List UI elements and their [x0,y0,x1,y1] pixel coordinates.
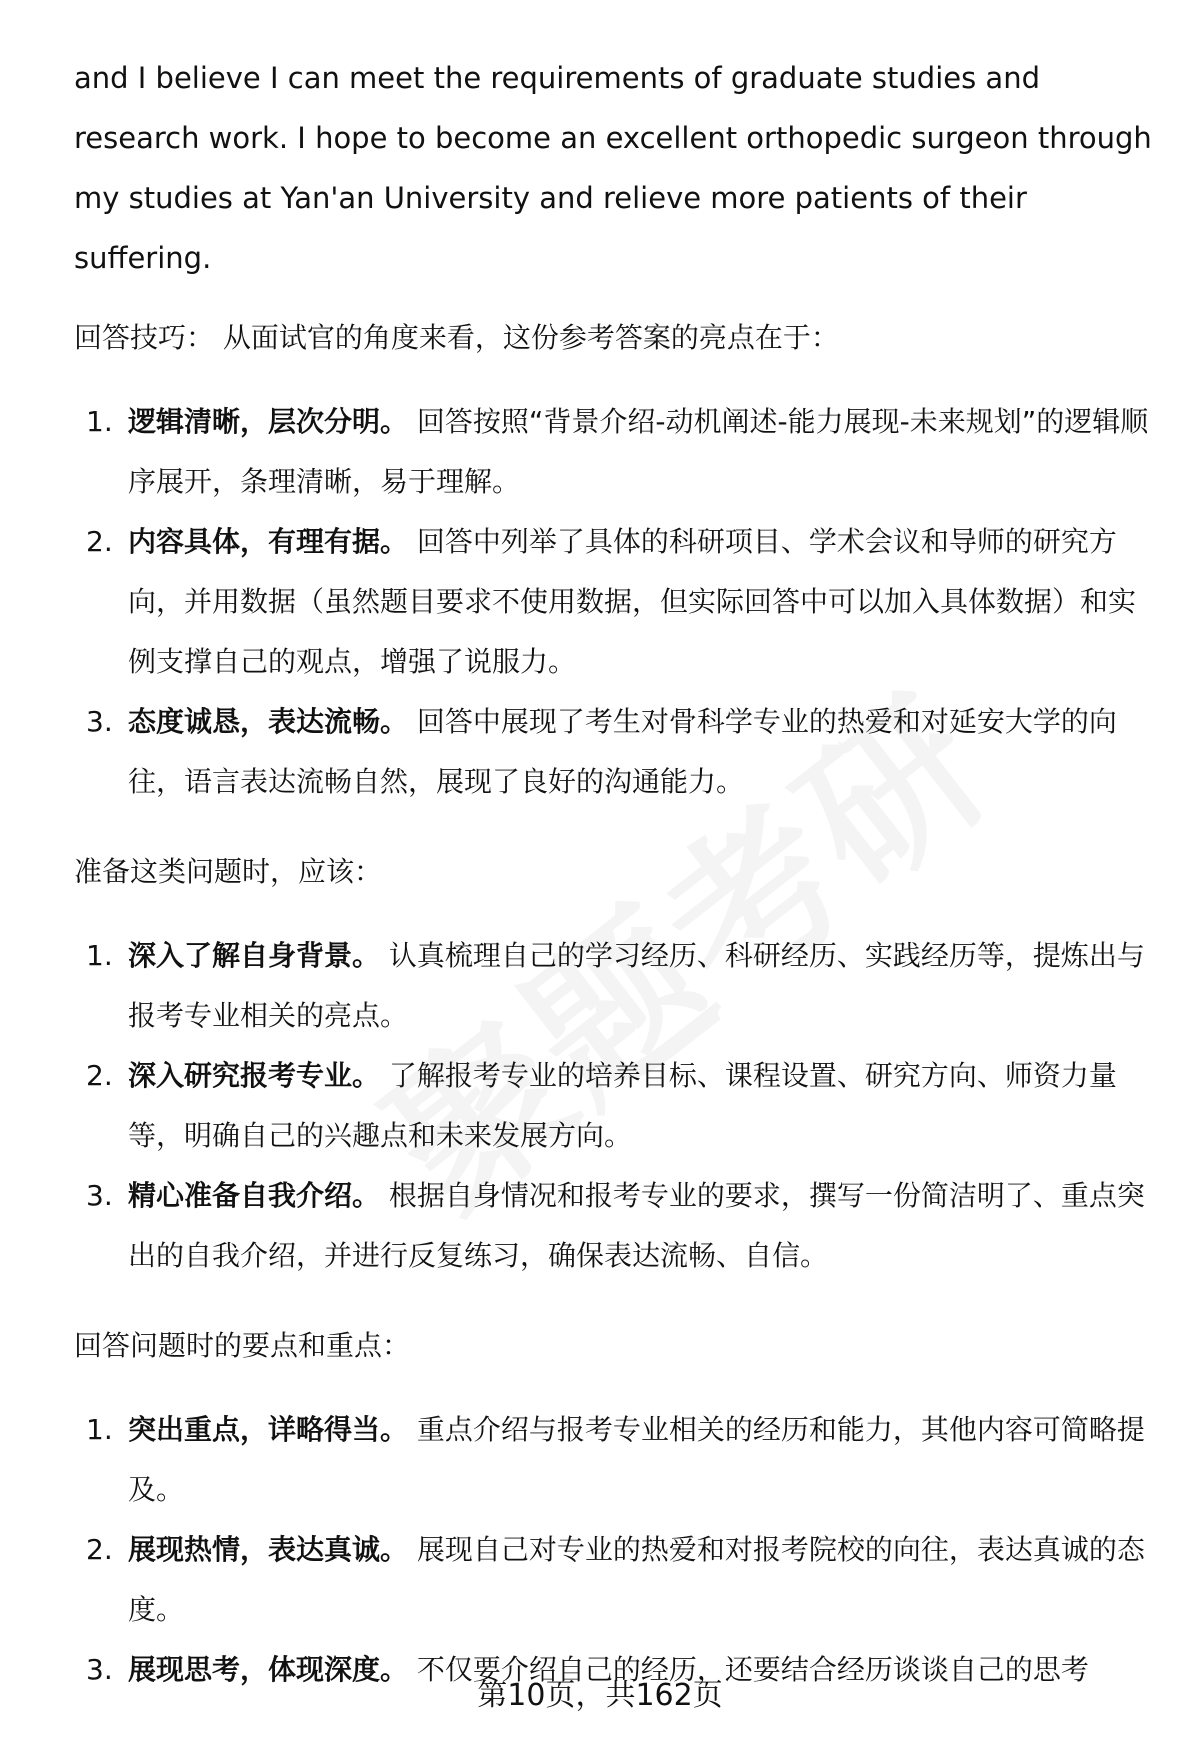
list-item-bold: 精心准备自我介绍。 [128,1179,381,1212]
list-number: 1. [86,405,113,438]
answer-tips-list [74,392,1160,812]
list-item [74,1520,1160,1640]
list-item [74,692,1160,812]
list-item-bold: 逻辑清晰，层次分明。 [128,405,409,438]
list-item-bold: 突出重点，详略得当。 [128,1413,409,1446]
list-item-bold: 深入研究报考专业。 [128,1059,381,1092]
list-item-text: 不仅要介绍自己的经历，还要结合经历谈谈自己的思考 [408,1653,1089,1686]
list-item-text: 根据自身情况和报考专业的要求，撰写一份简洁明了、重点突出的自我介绍，并进行反复练习，确保表达流畅、自信。 [128,1179,1145,1272]
list-number: 3. [86,1179,113,1212]
list-item-bold: 展现热情，表达真诚。 [128,1533,409,1566]
list-item [74,392,1160,512]
section-heading-answer-tips: 回答技巧： 从面试官的角度来看，这份参考答案的亮点在于： [74,321,839,354]
list-item-bold: 内容具体，有理有据。 [128,525,409,558]
list-item-text: 展现自己对专业的热爱和对报考院校的向往，表达真诚的态度。 [128,1533,1145,1626]
list-item-text: 认真梳理自己的学习经历、科研经历、实践经历等，提炼出与报考专业相关的亮点。 [128,939,1145,1032]
list-item [74,1166,1160,1286]
list-item-text: 重点介绍与报考专业相关的经历和能力，其他内容可简略提及。 [128,1413,1145,1506]
list-number: 3. [86,1653,113,1686]
list-item-text: 了解报考专业的培养目标、课程设置、研究方向、师资力量等，明确自己的兴趣点和未来发展方向。 [128,1059,1117,1152]
english-paragraph: and I believe I can meet the requirements of graduate studies and research work. I hope to become an excellent orthopedic surgeon through my studies at Yan'an University and relieve more patients of their suffering. [74,61,1152,275]
list-item-text: 回答中列举了具体的科研项目、学术会议和导师的研究方向，并用数据（虽然题目要求不使用数据，但实际回答中可以加入具体数据）和实例支撑自己的观点，增强了说服力。 [128,525,1137,678]
list-item [74,512,1160,692]
list-number: 1. [86,939,113,972]
list-item-bold: 深入了解自身背景。 [128,939,381,972]
section-heading-preparation: 准备这类问题时，应该： [74,855,383,888]
list-item [74,1046,1160,1166]
list-number: 1. [86,1413,113,1446]
list-item [74,926,1160,1046]
section-heading-key-points: 回答问题时的要点和重点： [74,1329,411,1362]
preparation-list [74,926,1160,1286]
list-item [74,1400,1160,1520]
list-item-text: 回答中展现了考生对骨科学专业的热爱和对延安大学的向往，语言表达流畅自然，展现了良好的沟通能力。 [128,705,1117,798]
list-number: 2. [86,1533,113,1566]
document-content [74,48,1160,1700]
key-points-list [74,1400,1160,1700]
list-number: 2. [86,525,113,558]
page-footer: 第10页，共162页 [477,1678,723,1713]
list-item-text: 回答按照“背景介绍-动机阐述-能力展现-未来规划”的逻辑顺序展开，条理清晰，易于理解。 [128,405,1149,498]
list-item-bold: 态度诚恳，表达流畅。 [128,705,409,738]
list-number: 2. [86,1059,113,1092]
list-number: 3. [86,705,113,738]
list-item-bold: 展现思考，体现深度。 [128,1653,409,1686]
